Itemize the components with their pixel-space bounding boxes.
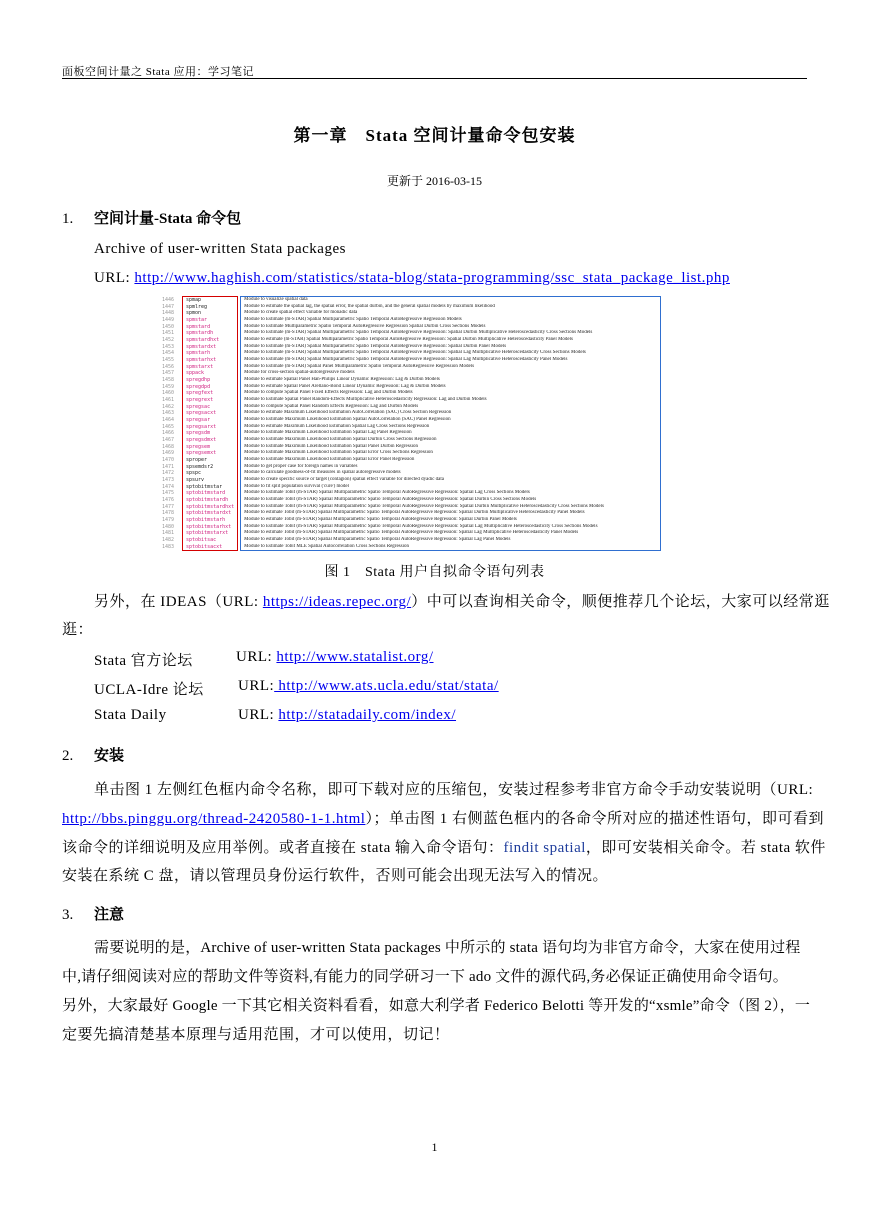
figure-command-link[interactable]: spregsemxt xyxy=(186,450,217,457)
figure-line-number: 1454 xyxy=(162,350,175,357)
figure-description-link[interactable]: Module to Estimate (m-STAR) Spatial Multiparametric Spatio Temporal AutoRegressive Regression: Spatial Durbin Multiplicative Heteroscedasticity Cross Sections Models xyxy=(244,330,593,336)
figure-description-link[interactable]: Module to Estimate Tobit (m-STAR) Spatial Multiparametric Spatio Temporal AutoRegressive Regression: Spatial Lag Multiplicative Heteroscedasticity Cross Sections Models xyxy=(244,523,598,529)
figure-line-number: 1452 xyxy=(162,337,175,344)
section-3-line-3: 另外，大家最好 Google 一下其它相关资料看看，如意大利学者 Federico Belotti 等开发的“xsmle”命令（图 2），一 xyxy=(62,998,811,1014)
running-header: 面板空间计量之 Stata 应用：学习笔记 xyxy=(62,66,254,78)
header-rule xyxy=(62,78,807,79)
chapter-title: 第一章 Stata 空间计量命令包安装 xyxy=(293,126,576,145)
figure-description-link[interactable]: Module to Estimate Tobit MLE Spatial Autocorrelation Cross Sections Regression xyxy=(244,543,409,549)
figure-description-link[interactable]: Module to Estimate Tobit (m-STAR) Spatial Multiparametric Spatio Temporal AutoRegressive Regression: Spatial Durbin Cross Sections Models xyxy=(244,497,537,503)
figure-line-number: 1458 xyxy=(162,377,175,384)
section-1-number: 1. xyxy=(62,211,74,227)
figure-description-link[interactable]: Module to estimate Spatial Panel Han-Philips Linear Dynamic Regression: Lag & Durbin Models xyxy=(244,377,440,383)
figure-command-link[interactable]: sptobitmstarxt xyxy=(186,530,229,537)
archive-url-line xyxy=(94,270,730,287)
figure-command-link[interactable]: spmstarh xyxy=(186,350,211,357)
figure-line-number: 1466 xyxy=(162,430,175,437)
figure-command-link[interactable]: sptobitsac xyxy=(186,537,217,544)
figure-description-link[interactable]: Module to Estimate Maximum Likelihood Estimation Spatial Durbin Cross Sections Regression xyxy=(244,437,437,443)
ucla-link[interactable]: http://www.ats.ucla.edu/stat/stata/ xyxy=(274,678,499,694)
figure-command-link[interactable]: spmstard xyxy=(186,323,211,330)
figure-line-number: 1459 xyxy=(162,383,175,390)
section-3-title: 注意 xyxy=(94,907,125,923)
figure-line-number: 1464 xyxy=(162,417,175,424)
figure-description-link[interactable]: Module to Estimate Maximum Likelihood Estimation Spatial AutoCorrelation (SAC) Panel Regression xyxy=(244,417,451,423)
section-3-line-1: 需要说明的是，Archive of user-written Stata packages 中所示的 stata 语句均为非官方命令，大家在使用过程 xyxy=(94,940,801,956)
figure-description-link[interactable]: Module to Estimate (m-STAR) Spatial Panel Multiparametric Spatio Temporal AutoRegressive Regression Models xyxy=(244,363,475,369)
figure-command-link[interactable]: sptobitmstar xyxy=(186,483,223,490)
figure-description-link[interactable]: Module to Estimate (m-STAR) Spatial Multiparametric Spatio Temporal AutoRegressive Regression: Spatial Lag Multiplicative Heteroscedasticity Panel Models xyxy=(244,357,568,363)
figure-line-number: 1470 xyxy=(162,457,175,464)
ideas-text-after: ）中可以查询相关命令，顺便推荐几个论坛，大家可以经常逛 xyxy=(411,594,830,610)
forum-url-ucla xyxy=(238,678,499,695)
section-2-line-2 xyxy=(62,807,824,828)
url-label: URL: xyxy=(94,270,135,286)
figure-command-link[interactable]: sptobitsacxt xyxy=(186,543,223,550)
figure-line-number: 1457 xyxy=(162,370,175,377)
figure-command-link[interactable]: spmstardhxt xyxy=(186,337,220,344)
figure-line-number: 1476 xyxy=(162,497,175,504)
section-2-line-3 xyxy=(62,836,826,857)
figure-line-number: 1446 xyxy=(162,297,175,303)
red-box-commands xyxy=(182,296,238,551)
figure-description-link[interactable]: Module to Estimate Maximum Likelihood Estimation Spatial Lag Panel Regression xyxy=(244,430,412,436)
figure-description-link[interactable]: Module to estimate the spatial lag, the spatial error, the spatial durbin, and the general spatial models by maximum likelihood xyxy=(244,303,495,309)
section-1-title: 空间计量-Stata 命令包 xyxy=(94,211,242,227)
figure-description-link[interactable]: Module to estimate Maximum Likelihood Estimation AutoCorrelation (SAC) Cross Section Regression xyxy=(244,410,452,416)
forum-name-statadaily: Stata Daily xyxy=(94,707,167,723)
figure-line-number: 1463 xyxy=(162,410,175,417)
figure-description-link[interactable]: Module to estimate Tobit (m-STAR) Spatial Multiparametric Spatio Temporal AutoRegressive Regression: Spatial Durbin Multiplicative Heteroscedasticity Panel Models xyxy=(244,510,585,516)
figure-line-number: 1477 xyxy=(162,503,175,510)
figure-description-link[interactable]: Module to estimate Tobit (m-STAR) Spatial Multiparametric Spatio Temporal AutoRegressive Regression: Spatial Lag Multiplicative Heteroscedasticity Panel Models xyxy=(244,530,579,536)
figure-command-link[interactable]: sptobitmstardh xyxy=(186,497,229,504)
forum-url-label: URL: xyxy=(238,707,279,723)
forum-url-statadaily xyxy=(238,707,456,724)
figure-command-link[interactable]: spregsdm xyxy=(186,430,211,437)
section-3-line-4: 定要先搞清楚基本原理与适用范围，才可以使用，切记！ xyxy=(62,1027,450,1043)
figure-line-number: 1467 xyxy=(162,437,175,444)
figure-description-link[interactable]: Module to estimate Tobit (m-STAR) Spatial Multiparametric Spatio Temporal AutoRegressive Regression: Spatial Durbin Panel Models xyxy=(244,517,517,523)
ideas-line-2: 逛： xyxy=(62,622,94,638)
figure-description-link[interactable]: Module to calculate goodness-of-fit measures in spatial autoregressive models xyxy=(244,470,401,476)
figure-command-link[interactable]: sproper xyxy=(186,457,208,464)
figure-line-number: 1475 xyxy=(162,490,175,497)
figure-command-link[interactable]: spmstarxt xyxy=(186,363,214,370)
section-3-heading xyxy=(62,903,124,924)
figure-line-number: 1447 xyxy=(162,303,175,310)
figure-command-link[interactable]: spregrext xyxy=(186,397,214,404)
figure-line-number: 1473 xyxy=(162,477,175,484)
ideas-url-link[interactable]: https://ideas.repec.org/ xyxy=(262,594,412,610)
archive-line: Archive of user-written Stata packages xyxy=(94,241,346,257)
figure-description-link[interactable]: Module to Estimate (m-STAR) Spatial Multiparametric Spatio Temporal AutoRegressive Regression Models xyxy=(244,317,462,322)
section-2-line-2-text: ）；单击图 1 右侧蓝色框内的各命令所对应的描述性语句，即可看到 xyxy=(365,811,824,827)
figure-command-link[interactable]: spmlreg xyxy=(186,303,208,310)
findit-command: findit spatial xyxy=(503,840,586,856)
figure-description-link[interactable]: Module to Estimate (m-STAR) Spatial Multiparametric Spatio Temporal AutoRegressive Regression: Spatial Durbin Panel Models xyxy=(244,343,507,349)
section-1-heading xyxy=(62,207,241,228)
figure-command-link[interactable]: spregdhp xyxy=(186,377,211,384)
figure-command-link[interactable]: sptobitmstarh xyxy=(186,517,226,524)
figure-description-link[interactable]: Module to Estimate Maximum Likelihood Estimation Spatial Error Panel Regression xyxy=(244,457,415,463)
figure-command-link[interactable]: spmap xyxy=(186,297,202,303)
figure-description-link[interactable]: Module to Estimate (m-STAR) Spatial Multiparametric Spatio Temporal AutoRegressive Regression: Spatial Lag Multiplicative Heteroscedasticity Cross Sections Models xyxy=(244,350,586,356)
figure-command-link[interactable]: spmstardxt xyxy=(186,343,217,350)
figure-description-link[interactable]: Module to Estimate Maximum Likelihood Estimation Spatial Panel Durbin Regression xyxy=(244,443,419,449)
statalist-link[interactable]: http://www.statalist.org/ xyxy=(276,649,434,665)
figure-description-link[interactable]: Module to estimate Maximum Likelihood Estimation Spatial Lag Cross Sections Regression xyxy=(244,423,430,429)
forum-url-statalist xyxy=(236,649,434,666)
figure-line-number: 1462 xyxy=(162,403,175,410)
figure-line-number: 1449 xyxy=(162,317,175,323)
figure-description-link[interactable]: Module to Estimate Multiparametric Spatio Temporal AutoRegressive Regression Spatial Durbin Cross Sections Models xyxy=(244,323,486,329)
figure-line-number: 1456 xyxy=(162,363,175,370)
figure-description-link[interactable]: Module to create spatial effect variable for monadic data xyxy=(244,310,358,316)
archive-url-link[interactable]: http://www.haghish.com/statistics/stata-blog/stata-programming/ssc_stata_package_list.php xyxy=(134,270,730,286)
figure-command-link[interactable]: spsurv xyxy=(186,477,205,484)
figure-description-link[interactable]: Module to Estimate Spatial Panel Random-Effects Multiplicative Heteroscedasticity Regression: Lag and Durbin Models xyxy=(244,397,487,403)
forum-name-ucla: UCLA-Idre 论坛 xyxy=(94,682,204,698)
figure-command-link[interactable]: spmstardh xyxy=(186,330,214,337)
figure-line-number: 1465 xyxy=(162,423,175,430)
figure-command-link[interactable]: spregsacxt xyxy=(186,410,217,417)
figure-command-link[interactable]: spmstarhxt xyxy=(186,357,217,364)
figure-line-number: 1460 xyxy=(162,390,175,397)
figure-command-link[interactable]: sptobitmstardxt xyxy=(186,510,232,517)
figure-description-link[interactable]: Module to Estimate Tobit (m-STAR) Spatial Multiparametric Spatio Temporal AutoRegressive Regression: Spatial Lag Cross Sections Models xyxy=(244,490,530,496)
figure-line-number: 1469 xyxy=(162,450,175,457)
figure-line-number: 1455 xyxy=(162,357,175,364)
figure-command-link[interactable]: sppack xyxy=(186,370,205,377)
figure-line-number: 1472 xyxy=(162,470,175,477)
figure-line-number: 1474 xyxy=(162,483,175,490)
figure-description-link[interactable]: Module to Estimate Tobit (m-STAR) Spatial Multiparametric Spatio Temporal AutoRegressive Regression: Spatial Durbin Multiplicative Heteroscedasticity Cross Sections Models xyxy=(244,503,604,509)
figure-description-link[interactable]: Module to visualize spatial data xyxy=(244,297,308,302)
forum-url-label: URL: xyxy=(238,678,275,694)
section-2-title: 安装 xyxy=(94,748,125,764)
ideas-text-before: 另外，在 IDEAS（URL: xyxy=(94,594,263,610)
figure-description-link[interactable]: Module to compute Spatial Panel Fixed Effects Regression: Lag and Durbin Models xyxy=(244,390,413,396)
figure-line-number: 1480 xyxy=(162,523,175,530)
figure-line-number: 1448 xyxy=(162,310,175,317)
figure-description-link[interactable]: Module to Estimate Maximum Likelihood Estimation Spatial Error Cross Sections Regression xyxy=(244,450,433,456)
ideas-line-1 xyxy=(94,590,830,611)
figure-description-link[interactable]: Module for cross-section spatial-autoregressive models xyxy=(244,370,355,376)
section-2-line-4: 安装在系统 C 盘，请以管理员身份运行软件，否则可能会出现无法写入的情况。 xyxy=(62,868,609,884)
figure-description-link[interactable]: Module to estimate (m-STAR) Spatial Multiparametric Spatio Temporal AutoRegressive Regression: Spatial Durbin Multiplicative Heteroscedasticity Panel Models xyxy=(244,337,573,343)
section-2-line-1: 单击图 1 左侧红色框内命令名称，即可下载对应的压缩包，安装过程参考非官方命令手动安装说明（URL: xyxy=(94,782,814,798)
page-number: 1 xyxy=(431,1140,438,1154)
section-2-line-3-tail: ，即可安装相关命令。若 stata 软件 xyxy=(585,840,826,856)
figure-line-number: 1450 xyxy=(162,323,175,330)
figure-command-link[interactable]: spmstar xyxy=(186,317,208,323)
updated-date: 更新于 2016-03-15 xyxy=(387,174,482,188)
figure-description-link[interactable]: Module to estimate Spatial Panel Arellano-Bond Linear Dynamic Regression: Lag & Durbin Models xyxy=(244,383,446,389)
figure-command-link[interactable]: spspc xyxy=(186,470,202,477)
figure-command-link[interactable]: spregsem xyxy=(186,443,211,450)
figure-line-number: 1479 xyxy=(162,517,175,524)
section-3-line-2: 中,请仔细阅读对应的帮助文件等资料,有能力的同学研习一下 ado 文件的源代码,务必保证正确使用命令语句。 xyxy=(62,969,789,985)
forum-url-label: URL: xyxy=(236,649,277,665)
figure-description-link[interactable]: Module to create specific source or target (contagion) spatial effect variable for directed dyadic data xyxy=(244,477,444,483)
section-2-heading xyxy=(62,744,124,765)
figure-command-link[interactable]: spregsdmxt xyxy=(186,437,217,444)
figure-command-link[interactable]: sptobitmstard xyxy=(186,490,226,497)
figure-line-number: 1478 xyxy=(162,510,175,517)
figure-line-number: 1461 xyxy=(162,397,175,404)
statadaily-link[interactable]: http://statadaily.com/index/ xyxy=(278,707,457,723)
figure-command-link[interactable]: sptobitmstardhxt xyxy=(186,503,235,510)
figure-command-link[interactable]: spsemdsr2 xyxy=(186,463,214,470)
section-3-number: 3. xyxy=(62,907,74,923)
figure-description-link[interactable]: Module to get proper case for foreign names in variables xyxy=(244,463,358,469)
figure-line-number: 1471 xyxy=(162,463,175,470)
figure-line-number: 1482 xyxy=(162,537,175,544)
figure-command-link[interactable]: spregdpd xyxy=(186,383,211,390)
figure-package-list xyxy=(162,296,662,552)
figure-command-link[interactable]: spmon xyxy=(186,310,202,317)
figure-line-number: 1451 xyxy=(162,330,175,337)
figure-description-link[interactable]: Module to compute Spatial Panel Random Effects Regression: Lag and Durbin Models xyxy=(244,403,419,409)
figure-line-number: 1481 xyxy=(162,530,175,537)
figure-line-number: 1453 xyxy=(162,343,175,350)
figure-command-link[interactable]: spregsar xyxy=(186,417,211,424)
figure-line-number: 1483 xyxy=(162,543,175,550)
figure-line-number: 1468 xyxy=(162,443,175,450)
figure-command-link[interactable]: spregsarxt xyxy=(186,423,217,430)
figure-command-link[interactable]: sptobitmstarhxt xyxy=(186,523,232,530)
section-2-number: 2. xyxy=(62,748,74,764)
section-2-line-3-text: 该命令的详细说明及应用举例。或者直接在 stata 输入命令语句： xyxy=(62,840,504,856)
forum-name-statalist: Stata 官方论坛 xyxy=(94,653,193,669)
figure-description-link[interactable]: Module to fit split population survival ('cure') model xyxy=(244,483,349,489)
figure-description-link[interactable]: Module to estimate Tobit (m-STAR) Spatial Multiparametric Spatio Temporal AutoRegressive Regression: Spatial Lag Panel Models xyxy=(244,537,511,543)
pinggu-link[interactable]: http://bbs.pinggu.org/thread-2420580-1-1.html xyxy=(62,811,366,827)
figure-caption: 图 1 Stata 用户自拟命令语句列表 xyxy=(324,565,545,580)
figure-command-link[interactable]: spregfext xyxy=(186,390,214,397)
blue-box-descriptions xyxy=(240,296,661,551)
figure-command-link[interactable]: spregsac xyxy=(186,403,211,410)
